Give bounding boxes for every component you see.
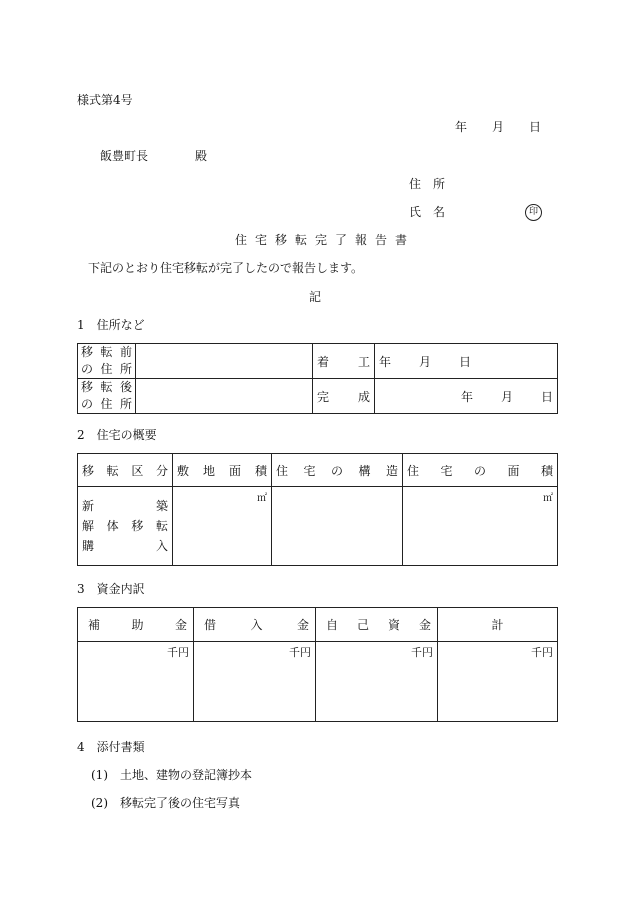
ki-mark: 記 <box>309 290 322 304</box>
intro-text: 下記のとおり住宅移転が完了したので報告します。 <box>88 261 364 275</box>
funding-header-text: 補 助 金 <box>88 618 187 632</box>
complete-label-text: 完 成 <box>317 389 370 404</box>
floor-area-cell[interactable]: ㎡ <box>403 487 558 566</box>
funding-header-text: 借 入 金 <box>204 618 309 632</box>
before-move-label <box>78 344 136 379</box>
category-item: 新 築 <box>82 499 168 513</box>
after-move-label-line2: の 住 所 <box>81 397 132 411</box>
overview-header-text: 住 宅 の 構 造 <box>276 463 398 478</box>
site-area-cell[interactable]: ㎡ <box>173 487 272 566</box>
subsidy-cell[interactable]: 千円 <box>78 642 194 722</box>
before-move-label-line1: 移 転 前 <box>81 345 132 359</box>
date-month: 月 <box>492 120 505 134</box>
address-table <box>77 343 558 414</box>
header-total: 計 <box>438 608 558 642</box>
before-move-label-line2: の 住 所 <box>81 362 132 376</box>
total-cell[interactable]: 千円 <box>438 642 558 722</box>
header-site-area <box>173 454 272 487</box>
category-item: 購 入 <box>82 539 168 553</box>
form-number: 様式第4号 <box>77 93 133 107</box>
date-year: 年 <box>455 120 468 134</box>
header-loan <box>194 608 316 642</box>
header-move-category <box>78 454 173 487</box>
funding-table <box>77 607 558 722</box>
section1-heading: 1 住所など <box>77 318 145 332</box>
complete-date[interactable]: 年 月 日 <box>375 379 558 414</box>
start-label-text: 着 工 <box>317 354 370 369</box>
header-floor-area <box>403 454 558 487</box>
overview-header-text: 敷 地 面 積 <box>177 463 267 478</box>
category-item: 解 体 移 転 <box>82 519 168 533</box>
after-move-label-line1: 移 転 後 <box>81 380 132 394</box>
funding-header-text: 自 己 資 金 <box>326 618 431 632</box>
start-label <box>313 344 375 379</box>
attachment-item-2: (2) 移転完了後の住宅写真 <box>91 796 240 810</box>
structure-cell[interactable] <box>272 487 403 566</box>
category-list <box>78 487 173 566</box>
addressee-name: 飯豊町長 <box>100 149 149 163</box>
addressee-suffix: 殿 <box>195 149 208 163</box>
address-label: 住 所 <box>409 177 446 191</box>
complete-label <box>313 379 375 414</box>
section3-heading: 3 資金内訳 <box>77 582 145 596</box>
own-funds-cell[interactable]: 千円 <box>316 642 438 722</box>
attachment-item-1: (1) 土地、建物の登記簿抄本 <box>91 768 252 782</box>
overview-header-text: 移 転 区 分 <box>82 463 168 478</box>
before-move-address[interactable] <box>136 344 313 379</box>
header-own-funds <box>316 608 438 642</box>
date-day: 日 <box>529 120 542 134</box>
section2-heading: 2 住宅の概要 <box>77 428 157 442</box>
header-structure <box>272 454 403 487</box>
section4-heading: 4 添付書類 <box>77 740 145 754</box>
after-move-address[interactable] <box>136 379 313 414</box>
start-date[interactable]: 年 月 日 <box>375 344 558 379</box>
document-title: 住宅移転完了報告書 <box>235 233 416 247</box>
overview-header-text: 住 宅 の 面 積 <box>407 463 553 478</box>
loan-cell[interactable]: 千円 <box>194 642 316 722</box>
seal-mark: 印 <box>525 203 542 221</box>
after-move-label <box>78 379 136 414</box>
housing-overview-table <box>77 453 558 566</box>
name-label: 氏 名 <box>409 205 446 219</box>
header-subsidy <box>78 608 194 642</box>
